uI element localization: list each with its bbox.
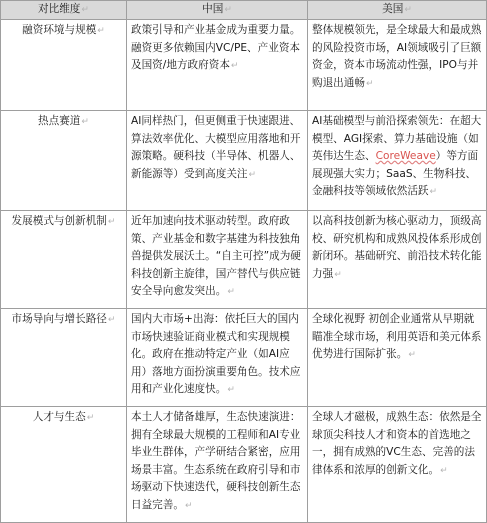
row-usa: 以高科技创新为核心驱动力，顶级高校、研究机构和成熟风投体系形成创新闭环。基础研究、前沿技术转化能力强↵ — [308, 211, 487, 309]
table-row — [1, 20, 487, 111]
row-dimension: 发展模式与创新机制↵ — [1, 211, 127, 309]
table-row — [1, 211, 487, 309]
row-china: 本土人才储备雄厚，生态快速演进：拥有全球最大规模的工程师和AI专业毕业生群体，产学研结合紧密，应用场景丰富。生态系统在政府引导和市场驱动下快速迭代，硬科技创新生态日益完善。↵ — [127, 407, 308, 523]
row-usa: AI基础模型与前沿探索领先：在超大模型、AGI探索、算力基础设施（如英伟达生态、CoreWeave）等方面展现强大实力；SaaS、生物科技、金融科技等领域依然活跃↵ — [308, 111, 487, 211]
header-usa: 美国↵ — [308, 1, 487, 20]
table-row — [1, 111, 487, 211]
header-row — [1, 1, 487, 20]
table-row — [1, 407, 487, 523]
row-china: 国内大市场+出海：依托巨大的国内市场快速验证商业模式和实现规模化。政府在推动特定产业（如AI应用）落地方面扮演重要角色。技术应用和产业化速度快。↵ — [127, 309, 308, 407]
header-dimension: 对比维度↵ — [1, 1, 127, 20]
header-china: 中国↵ — [127, 1, 308, 20]
row-china: AI同样热门，但更侧重于快速跟进、算法效率优化、大模型应用落地和开源策略。硬科技（半导体、机器人、新能源等）受到高度关注↵ — [127, 111, 308, 211]
row-china: 近年加速向技术驱动转型。政府政策、产业基金和数字基建为科技独角兽提供发展沃土。“自主可控”成为硬科技创新主旋律，国产替代与供应链安全导向愈发突出。↵ — [127, 211, 308, 309]
row-dimension: 热点赛道↵ — [1, 111, 127, 211]
row-usa: 全球化视野 初创企业通常从早期就瞄准全球市场，利用英语和美元体系优势进行国际扩张。↵ — [308, 309, 487, 407]
row-dimension: 融资环境与规模↵ — [1, 20, 127, 111]
coreweave-link[interactable]: CoreWeave — [375, 150, 436, 162]
row-usa: 全球人才磁极，成熟生态：依然是全球顶尖科技人才和资本的首选地之一，拥有成熟的VC生态、完善的法律体系和浓厚的创新文化。↵ — [308, 407, 487, 523]
row-dimension: 市场导向与增长路径↵ — [1, 309, 127, 407]
row-usa: 整体规模领先，是全球最大和最成熟的风险投资市场，AI领域吸引了巨额资金，资本市场流动性强，IPO与并购退出通畅↵ — [308, 20, 487, 111]
row-dimension: 人才与生态↵ — [1, 407, 127, 523]
row-china: 政策引导和产业基金成为重要力量。融资更多依赖国内VC/PE、产业资本及国资/地方政府资本↵ — [127, 20, 308, 111]
table-row — [1, 309, 487, 407]
